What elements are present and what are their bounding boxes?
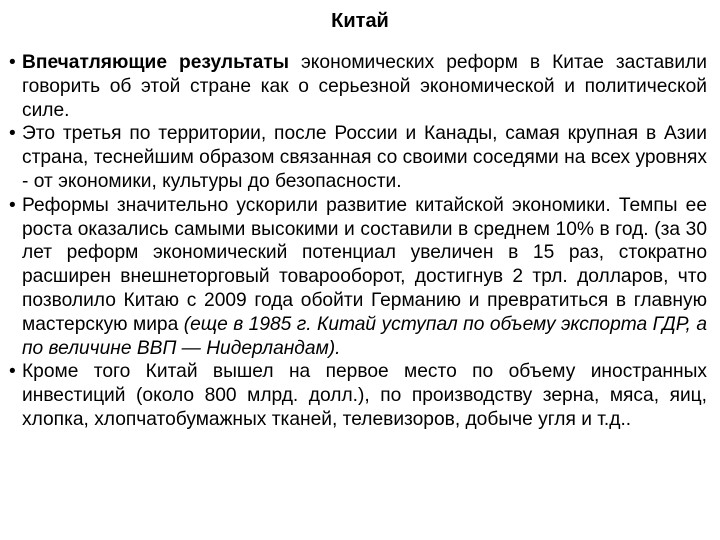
bullet-item [9,194,707,361]
bullet-italic-text: (еще в 1985 г. Китай уступал по объему экспорта ГДР, а по величине ВВП — Нидерландам). [22,313,708,359]
bullet-marker: • [9,52,16,73]
bullet-text: Реформы значительно ускорили развитие китайской экономики. Темпы ее роста оказались самыми высокими и составили в среднем 10% в год. (за 30 лет реформ экономический потенциал увеличен в 15 раз, стократно расширен внешнеторговый товарооборот, достигнув 2 трл. долларов, что позволило Китаю с 2009 года обойти Германию и превратиться в главную мастерскую мира [22,194,707,335]
bullet-list [9,51,707,432]
bullet-lead-text: Впечатляющие результаты [22,52,290,73]
bullet-item [9,51,707,122]
bullet-item [9,360,707,431]
bullet-marker: • [9,361,16,383]
bullet-item [9,122,707,193]
bullet-text: экономических реформ в Китае заставили говорить об этой стране как о серьезной экономической и политической силе. [22,52,707,121]
bullet-marker: • [9,123,16,145]
bullet-text: Кроме того Китай вышел на первое место по объему иностранных инвестиций (около 800 млрд. долл.), по производству зерна, мяса, яиц, хлопка, хлопчатобумажных тканей, телевизоров, добыче угля и т.д.. [22,361,707,430]
bullet-text: Это третья по территории, после России и Канады, самая крупная в Азии страна, теснейшим образом связанная со своими соседями на всех уровнях - от экономики, культуры до безопасности. [22,123,707,192]
bullet-marker: • [9,194,16,216]
slide-title: Китай [331,10,389,32]
